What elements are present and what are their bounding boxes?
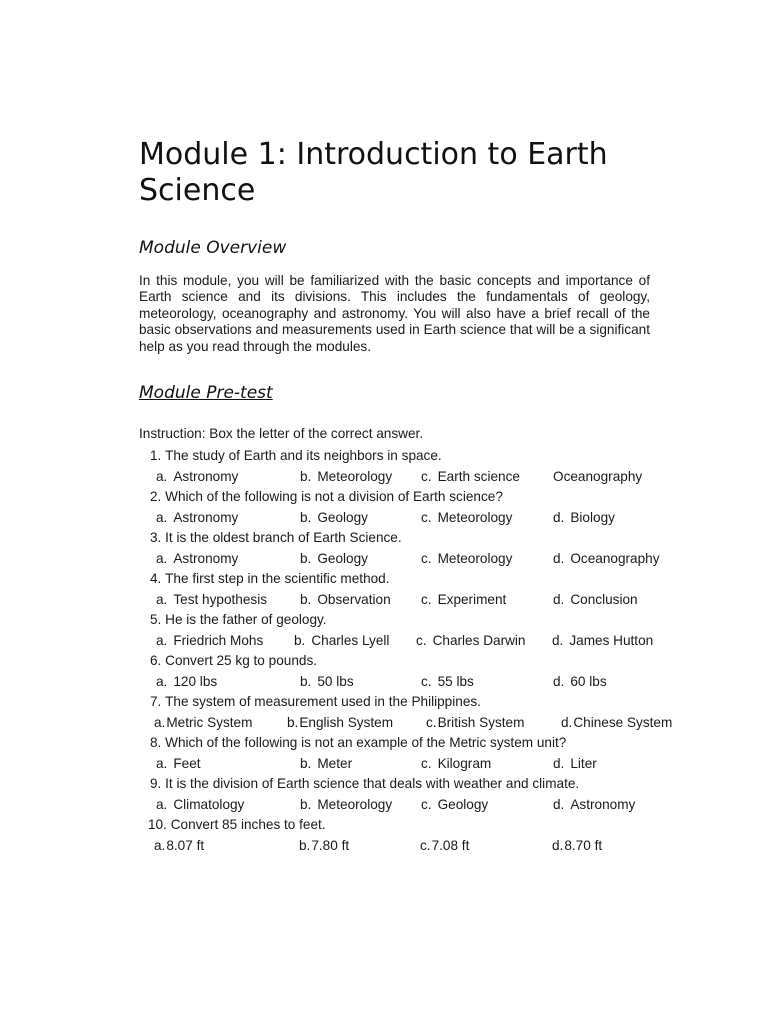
option-text: Meteorology	[317, 797, 393, 812]
option-letter[interactable]: d.	[553, 510, 565, 525]
answer-option[interactable]	[553, 510, 615, 526]
answer-option[interactable]	[552, 633, 653, 649]
option-text: Test hypothesis	[173, 592, 268, 607]
question-item	[0, 612, 768, 653]
option-text: Meteorology	[317, 469, 393, 484]
answer-option[interactable]	[300, 510, 368, 526]
option-letter[interactable]: a.	[156, 674, 168, 689]
answer-option[interactable]	[300, 469, 392, 485]
option-letter[interactable]: b.	[300, 756, 312, 771]
question-number: 7.	[150, 694, 162, 709]
answer-option[interactable]	[553, 592, 638, 608]
question-number: 4.	[150, 571, 162, 586]
answer-options	[0, 797, 768, 813]
answer-option[interactable]	[156, 510, 238, 526]
answer-option[interactable]	[300, 592, 391, 608]
option-text: Meteorology	[437, 551, 513, 566]
option-letter[interactable]: a.	[156, 469, 168, 484]
question-prompt: The study of Earth and its neighbors in space.	[165, 448, 442, 463]
question-item	[0, 817, 768, 858]
answer-option[interactable]	[421, 756, 491, 772]
answer-options	[0, 551, 768, 567]
option-letter[interactable]: b.	[299, 838, 311, 853]
question-item	[0, 571, 768, 612]
question-item	[0, 653, 768, 694]
answer-option[interactable]	[553, 469, 642, 485]
option-letter[interactable]: d.	[561, 715, 573, 730]
question-prompt: The first step in the scientific method.	[165, 571, 390, 586]
question-prompt: Convert 85 inches to feet.	[170, 817, 326, 832]
answer-option[interactable]	[553, 674, 607, 690]
answer-option[interactable]	[552, 838, 602, 854]
pretest-heading: Module Pre-test	[139, 383, 273, 403]
option-letter[interactable]: b.	[287, 715, 299, 730]
answer-options	[0, 838, 768, 854]
answer-option[interactable]	[553, 797, 635, 813]
answer-option[interactable]	[421, 592, 506, 608]
question-number: 3.	[150, 530, 162, 545]
option-text: 60 lbs	[570, 674, 607, 689]
question-text	[150, 530, 402, 546]
option-letter[interactable]: b.	[300, 469, 312, 484]
option-letter[interactable]: c.	[420, 838, 431, 853]
answer-options	[0, 715, 768, 731]
answer-option[interactable]	[154, 715, 252, 731]
answer-option[interactable]	[294, 633, 389, 649]
option-letter[interactable]: a.	[156, 510, 168, 525]
answer-option[interactable]	[154, 838, 204, 854]
option-text: Conclusion	[570, 592, 638, 607]
answer-option[interactable]	[156, 592, 267, 608]
question-prompt: The system of measurement used in the Philippines.	[165, 694, 481, 709]
answer-option[interactable]	[416, 633, 526, 649]
option-text: 120 lbs	[173, 674, 218, 689]
answer-option[interactable]	[156, 551, 238, 567]
answer-option[interactable]	[421, 551, 512, 567]
option-letter[interactable]: c.	[421, 469, 432, 484]
question-text	[150, 448, 442, 464]
option-text: Astronomy	[173, 551, 239, 566]
overview-heading: Module Overview	[139, 238, 287, 258]
option-text: Geology	[437, 797, 489, 812]
option-letter[interactable]: b.	[300, 674, 312, 689]
answer-options	[0, 469, 768, 485]
option-text: Geology	[317, 551, 368, 566]
option-letter[interactable]: a.	[156, 551, 168, 566]
option-text: Astronomy	[570, 797, 636, 812]
answer-option[interactable]	[421, 674, 474, 690]
question-prompt: He is the father of geology.	[165, 612, 327, 627]
option-text: Charles Lyell	[311, 633, 390, 648]
question-text	[150, 571, 390, 587]
option-letter[interactable]: a.	[156, 633, 168, 648]
option-letter[interactable]: c.	[421, 756, 432, 771]
answer-option[interactable]	[426, 715, 524, 731]
option-letter[interactable]: d.	[552, 633, 564, 648]
option-text: 8.70 ft	[564, 838, 603, 853]
question-list	[0, 448, 768, 858]
question-number: 8.	[150, 735, 162, 750]
answer-option[interactable]	[421, 469, 520, 485]
option-letter[interactable]: a.	[156, 756, 168, 771]
option-letter[interactable]: d.	[553, 674, 565, 689]
option-text: Oceanography	[570, 551, 660, 566]
option-letter[interactable]: b.	[300, 797, 312, 812]
question-prompt: Convert 25 kg to pounds.	[165, 653, 318, 668]
option-letter[interactable]: b.	[300, 592, 312, 607]
answer-options	[0, 674, 768, 690]
answer-options	[0, 756, 768, 772]
option-text: 7.80 ft	[311, 838, 350, 853]
option-text: 55 lbs	[437, 674, 474, 689]
question-item	[0, 530, 768, 571]
option-letter[interactable]: c.	[421, 551, 432, 566]
answer-option[interactable]	[156, 797, 244, 813]
question-number: 1.	[150, 448, 162, 463]
option-letter[interactable]: a.	[156, 797, 168, 812]
question-text	[150, 653, 317, 669]
answer-option[interactable]	[421, 510, 512, 526]
question-prompt: It is the division of Earth science that deals with weather and climate.	[165, 776, 580, 791]
question-prompt: It is the oldest branch of Earth Science.	[165, 530, 402, 545]
option-text: Geology	[317, 510, 368, 525]
option-letter[interactable]: c.	[421, 674, 432, 689]
option-text: Metric System	[166, 715, 253, 730]
option-text: Biology	[570, 510, 615, 525]
question-item	[0, 489, 768, 530]
question-text	[150, 612, 327, 628]
option-text: Charles Darwin	[432, 633, 526, 648]
answer-option[interactable]	[300, 797, 392, 813]
option-text: Meter	[317, 756, 353, 771]
answer-options	[0, 633, 768, 649]
option-text: Astronomy	[173, 510, 239, 525]
option-letter[interactable]: b.	[300, 510, 312, 525]
question-text	[150, 694, 481, 710]
option-text: English System	[299, 715, 394, 730]
option-letter[interactable]: c.	[426, 715, 437, 730]
question-number: 9.	[150, 776, 162, 791]
question-text	[150, 776, 579, 792]
option-letter[interactable]: d.	[553, 592, 565, 607]
answer-options	[0, 592, 768, 608]
question-number: 6.	[150, 653, 162, 668]
option-letter[interactable]: c.	[421, 797, 432, 812]
option-text: 8.07 ft	[166, 838, 205, 853]
option-text: Kilogram	[437, 756, 492, 771]
option-text: Earth science	[437, 469, 520, 484]
option-text: British System	[437, 715, 525, 730]
option-letter[interactable]: c.	[421, 592, 432, 607]
question-item	[0, 735, 768, 776]
question-item	[0, 448, 768, 489]
question-prompt: Which of the following is not an example of the Metric system unit?	[165, 735, 567, 750]
answer-option[interactable]	[287, 715, 393, 731]
option-text: Meteorology	[437, 510, 513, 525]
question-prompt: Which of the following is not a division of Earth science?	[165, 489, 503, 504]
option-text: Observation	[317, 592, 391, 607]
answer-option[interactable]	[156, 756, 201, 772]
answer-option[interactable]	[156, 469, 238, 485]
option-text: Liter	[570, 756, 597, 771]
answer-option[interactable]	[421, 797, 488, 813]
question-item	[0, 694, 768, 735]
answer-option[interactable]	[300, 756, 352, 772]
option-letter[interactable]: c.	[421, 510, 432, 525]
question-number: 2.	[150, 489, 162, 504]
option-letter[interactable]: d.	[553, 551, 565, 566]
option-letter[interactable]: c.	[416, 633, 427, 648]
answer-option[interactable]	[300, 551, 368, 567]
option-text: James Hutton	[569, 633, 654, 648]
option-text: Feet	[173, 756, 201, 771]
question-number: 10.	[148, 817, 167, 832]
option-letter[interactable]: b.	[300, 551, 312, 566]
option-letter[interactable]: a.	[154, 838, 166, 853]
answer-options	[0, 510, 768, 526]
module-title: Module 1: Introduction to Earth Science	[139, 137, 608, 208]
option-letter[interactable]: d.	[553, 797, 565, 812]
option-letter[interactable]: d.	[552, 838, 564, 853]
answer-option[interactable]	[561, 715, 672, 731]
option-text: Experiment	[437, 592, 507, 607]
overview-paragraph: In this module, you will be familiarized with the basic concepts and importance of Earth science and its divisions. This includes the fundamentals of geology, meteorology, oceanography and astronomy. You will also have a brief recall of the basic observations and measurements used in Earth science that will be a significant help as you read through the modules.	[139, 273, 650, 354]
question-item	[0, 776, 768, 817]
option-letter[interactable]: a.	[156, 592, 168, 607]
option-text: Climatology	[173, 797, 245, 812]
answer-option[interactable]	[156, 674, 217, 690]
pretest-instruction: Instruction: Box the letter of the correct answer.	[139, 426, 424, 441]
answer-option[interactable]	[553, 756, 597, 772]
question-text	[150, 489, 503, 505]
question-text	[148, 817, 326, 833]
option-text: 7.08 ft	[431, 838, 470, 853]
answer-option[interactable]	[300, 674, 354, 690]
answer-option[interactable]	[420, 838, 469, 854]
option-text: Oceanography	[553, 469, 643, 484]
answer-option[interactable]	[553, 551, 660, 567]
option-text: 50 lbs	[317, 674, 354, 689]
option-letter[interactable]: d.	[553, 756, 565, 771]
answer-option[interactable]	[299, 838, 349, 854]
option-letter[interactable]: b.	[294, 633, 306, 648]
question-number: 5.	[150, 612, 162, 627]
option-text: Friedrich Mohs	[173, 633, 264, 648]
answer-option[interactable]	[156, 633, 263, 649]
question-text	[150, 735, 566, 751]
option-text: Chinese System	[573, 715, 673, 730]
option-letter[interactable]: a.	[154, 715, 166, 730]
option-text: Astronomy	[173, 469, 239, 484]
